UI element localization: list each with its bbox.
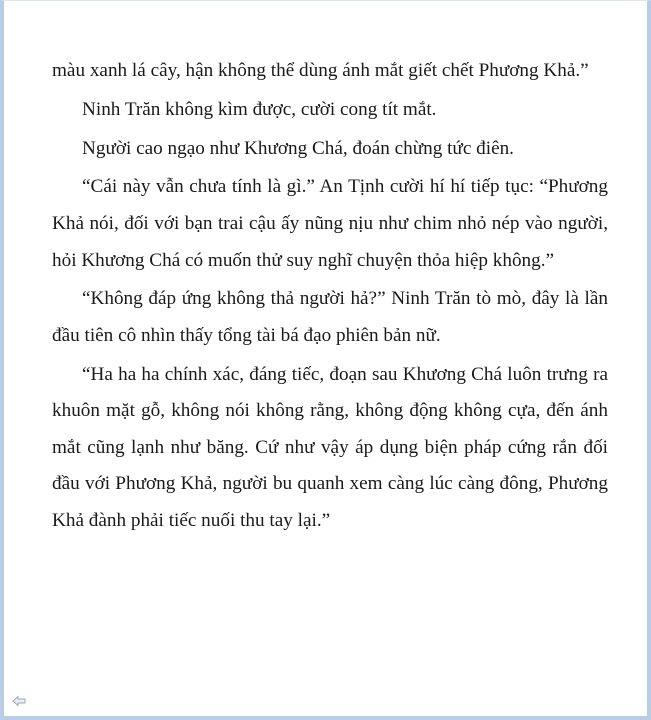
paragraph-1: màu xanh lá cây, hận không thể dùng ánh mắt giết chết Phương Khả.” [52, 60, 589, 81]
paragraph-2: Ninh Trăn không kìm được, cười cong tít mắt. [82, 98, 437, 120]
paragraph-5: “Không đáp ứng không thả người hả?” Ninh Trăn tò mò, đây là lần đầu tiên cô nhìn thấy tổng tài bá đạo phiên bản nữ. [52, 288, 608, 346]
paragraph-4: “Cái này vẫn chưa tính là gì.” An Tịnh cười hí hí tiếp tục: “Phương Khả nói, đối với bạn trai cậu ấy nũng nịu như chim nhỏ nép vào người, hỏi Khương Chá có muốn thử suy nghĩ chuyện thỏa hiệp không.” [52, 176, 608, 271]
paragraph-3: Người cao ngạo như Khương Chá, đoán chừng tức điên. [82, 137, 514, 159]
document-body [52, 53, 608, 542]
paragraph-6: “Ha ha ha chính xác, đáng tiếc, đoạn sau Khương Chá luôn trưng ra khuôn mặt gỗ, không nói không rằng, không động không cựa, đến ánh mắt cũng lạnh như băng. Cứ như vậy áp dụng biện pháp cứng rắn đối đầu với Phương Khả, người bu quanh xem càng lúc càng đông, Phương Khả đành phải tiếc nuối thu tay lại.” [52, 363, 608, 532]
arrow-left-icon[interactable] [12, 694, 26, 706]
